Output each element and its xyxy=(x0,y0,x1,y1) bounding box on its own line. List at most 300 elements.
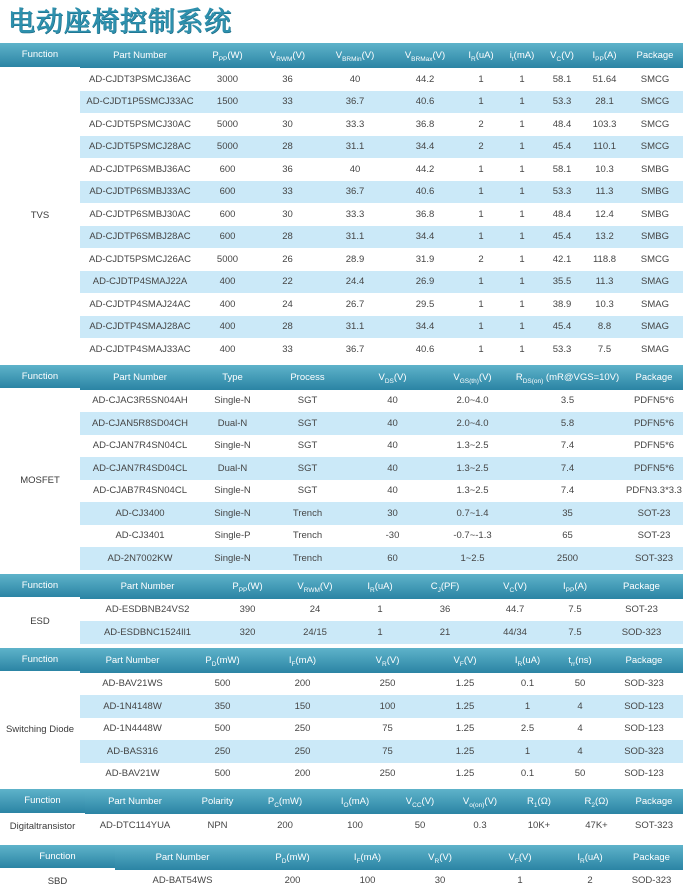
tvs-cell-4-5: 1 xyxy=(478,163,484,175)
switching-diode-column-header-4: $V_R(V)$ xyxy=(345,648,430,673)
tvs-cell-8-7: 42.1 xyxy=(552,253,572,265)
tvs-cell-5-3: 36.7 xyxy=(320,181,390,204)
tvs-cell-9-4: 26.9 xyxy=(390,271,460,294)
switching-diode-row-1 xyxy=(0,695,683,718)
esd-column-header-6: $V_C(V)$ xyxy=(480,574,550,599)
tvs-cell-2-2: 30 xyxy=(282,118,293,130)
tvs-cell-7-9: SMBG xyxy=(627,226,683,249)
tvs-cell-0-2: 36 xyxy=(282,73,293,85)
switching-diode-row-3 xyxy=(0,740,683,763)
switching-diode-cell-4-4: 1.25 xyxy=(455,768,475,780)
tvs-cell-5-0: AD-CJDTP6SMBJ33AC xyxy=(80,181,200,204)
tvs-function-label: TVS xyxy=(0,68,80,361)
switching-diode-cell-0-3: 250 xyxy=(379,678,396,690)
tvs-cell-6-9: SMBG xyxy=(641,208,669,220)
mosfet-cell-7-5: 2500 xyxy=(510,547,625,570)
mosfet-cell-4-4: 1.3~2.5 xyxy=(456,485,489,497)
tvs-cell-10-3: 26.7 xyxy=(345,298,365,310)
mosfet-cell-2-4: 1.3~2.5 xyxy=(456,440,489,452)
tvs-cell-3-9: SMCG xyxy=(627,136,683,159)
tvs-cell-12-1: 400 xyxy=(219,343,236,355)
digitaltransistor-column-header-3: $P_C(mW)$ xyxy=(250,789,320,814)
digitaltransistor-column-header-1: Part Number xyxy=(85,789,185,814)
switching-diode-cell-0-5: 0.1 xyxy=(520,678,535,690)
tvs-cell-11-7: 45.4 xyxy=(542,316,582,339)
tvs-cell-9-7: 35.5 xyxy=(542,271,582,294)
switching-diode-cell-1-5: 1 xyxy=(500,695,555,718)
page-title: 电动座椅控制系统 xyxy=(8,7,232,37)
tvs-column-header-4: $V_{BRMin}(V)$ xyxy=(320,43,390,68)
tvs-cell-5-8: 11.3 xyxy=(582,181,627,204)
switching-diode-cell-4-7: SOD-123 xyxy=(624,768,664,780)
tvs-cell-7-5: 1 xyxy=(460,226,502,249)
tvs-cell-12-6: 1 xyxy=(519,343,525,355)
digitaltransistor-column-header-4: $I_O(mA)$ xyxy=(320,789,390,814)
esd-cell-1-3: 1 xyxy=(350,621,410,644)
tvs-cell-2-6: 1 xyxy=(519,118,525,130)
tvs-cell-12-5: 1 xyxy=(478,343,484,355)
tvs-cell-12-9: SMAG xyxy=(641,343,669,355)
mosfet-cell-2-2: SGT xyxy=(297,440,318,452)
tvs-cell-3-1: 5000 xyxy=(200,136,255,159)
tvs-cell-0-8: 51.64 xyxy=(592,73,617,85)
mosfet-cell-1-1: Dual-N xyxy=(200,412,265,435)
esd-cell-1-4: 21 xyxy=(410,621,480,644)
mosfet-cell-2-3: 40 xyxy=(387,440,398,452)
tvs-cell-8-6: 1 xyxy=(519,253,525,265)
switching-diode-cell-2-3: 75 xyxy=(382,723,393,735)
mosfet-cell-7-4: 1~2.5 xyxy=(435,547,510,570)
mosfet-cell-6-0: AD-CJ3401 xyxy=(115,530,165,542)
tvs-cell-4-7: 58.1 xyxy=(552,163,572,175)
tvs-cell-10-1: 400 xyxy=(219,298,236,310)
tvs-column-header-8: $V_C(V)$ xyxy=(542,43,582,68)
tvs-cell-7-2: 28 xyxy=(255,226,320,249)
switching-diode-cell-1-6: 4 xyxy=(555,695,605,718)
mosfet-column-header-3: Process xyxy=(265,365,350,390)
switching-diode-cell-2-7: SOD-123 xyxy=(624,723,664,735)
tvs-cell-6-7: 48.4 xyxy=(552,208,572,220)
tvs-cell-11-9: SMAG xyxy=(627,316,683,339)
mosfet-column-header-4: $V_{DS}(V)$ xyxy=(350,365,435,390)
tvs-cell-1-5: 1 xyxy=(460,91,502,114)
tvs-cell-6-6: 1 xyxy=(519,208,525,220)
tvs-cell-10-6: 1 xyxy=(519,298,525,310)
digitaltransistor-column-header-8: $R_2(\Omega)$ xyxy=(568,789,625,814)
tvs-column-header-6: $I_R(uA)$ xyxy=(460,43,502,68)
tvs-cell-0-5: 1 xyxy=(478,73,484,85)
mosfet-cell-6-6: SOT-23 xyxy=(637,530,671,542)
tvs-cell-8-0: AD-CJDT5PSMCJ26AC xyxy=(89,253,191,265)
esd-column-header-2: $P_{PP}(W)$ xyxy=(215,574,280,599)
switching-diode-cell-3-7: SOD-323 xyxy=(605,740,683,763)
tvs-cell-5-4: 40.6 xyxy=(390,181,460,204)
esd-header-row xyxy=(0,574,683,599)
tvs-cell-0-3: 40 xyxy=(349,73,361,85)
esd-cell-1-7: SOD-323 xyxy=(600,621,683,644)
switching-diode-cell-1-1: 350 xyxy=(185,695,260,718)
tvs-cell-8-5: 2 xyxy=(478,253,484,265)
mosfet-column-header-2: Type xyxy=(200,365,265,390)
mosfet-column-header-5: $V_{GS(th)}(V)$ xyxy=(435,365,510,390)
tvs-cell-1-2: 33 xyxy=(255,91,320,114)
tvs-cell-2-9: SMCG xyxy=(640,118,670,130)
tvs-column-header-5: $V_{BRMax}(V)$ xyxy=(390,43,460,68)
esd-column-header-4: $I_R(uA)$ xyxy=(350,574,410,599)
tvs-cell-4-3: 40 xyxy=(349,163,361,175)
sbd-cell-0-0: AD-BAT54WS xyxy=(152,875,213,887)
tvs-row-3 xyxy=(0,136,683,159)
switching-diode-column-header-2: $P_D(mW)$ xyxy=(185,648,260,673)
tvs-cell-3-3: 31.1 xyxy=(320,136,390,159)
tvs-cell-4-4: 44.2 xyxy=(415,163,435,175)
tvs-cell-11-3: 31.1 xyxy=(320,316,390,339)
mosfet-column-header-6: $R_{DS(on)}$ (mR@VGS=10V) xyxy=(510,365,625,390)
mosfet-cell-1-4: 2.0~4.0 xyxy=(435,412,510,435)
sbd-table xyxy=(0,845,683,892)
tvs-cell-2-4: 36.8 xyxy=(415,118,435,130)
switching-diode-cell-2-2: 250 xyxy=(294,723,311,735)
tvs-cell-1-9: SMCG xyxy=(627,91,683,114)
tvs-cell-12-2: 33 xyxy=(282,343,293,355)
mosfet-cell-3-1: Dual-N xyxy=(200,457,265,480)
mosfet-cell-3-6: PDFN5*6 xyxy=(625,457,683,480)
digitaltransistor-cell-0-5: 0.3 xyxy=(473,819,487,831)
mosfet-row-2 xyxy=(0,435,683,458)
sbd-column-header-0: Function xyxy=(0,845,115,870)
switching-diode-cell-3-2: 250 xyxy=(260,740,345,763)
tvs-cell-7-1: 600 xyxy=(200,226,255,249)
mosfet-cell-3-2: SGT xyxy=(265,457,350,480)
digitaltransistor-cell-0-4: 50 xyxy=(414,819,426,831)
tvs-cell-6-4: 36.8 xyxy=(415,208,435,220)
esd-column-header-1: Part Number xyxy=(80,574,215,599)
tvs-cell-8-4: 31.9 xyxy=(415,253,435,265)
tvs-cell-11-4: 34.4 xyxy=(390,316,460,339)
tvs-cell-5-7: 53.3 xyxy=(542,181,582,204)
mosfet-cell-0-3: 40 xyxy=(387,395,398,407)
tvs-cell-1-8: 28.1 xyxy=(582,91,627,114)
tvs-cell-4-2: 36 xyxy=(282,163,293,175)
mosfet-cell-2-6: PDFN5*6 xyxy=(633,440,675,452)
switching-diode-cell-1-4: 1.25 xyxy=(430,695,500,718)
switching-diode-cell-1-0: AD-1N4148W xyxy=(80,695,185,718)
tvs-cell-4-9: SMBG xyxy=(641,163,669,175)
tvs-cell-7-3: 31.1 xyxy=(320,226,390,249)
esd-row-0 xyxy=(0,599,683,622)
esd-column-header-7: $I_{PP}(A)$ xyxy=(550,574,600,599)
tvs-cell-7-8: 13.2 xyxy=(582,226,627,249)
digitaltransistor-column-header-2: Polarity xyxy=(185,789,250,814)
mosfet-cell-4-5: 7.4 xyxy=(560,485,575,497)
mosfet-row-4 xyxy=(0,480,683,503)
esd-cell-0-2: 24 xyxy=(309,604,321,616)
mosfet-row-3 xyxy=(0,457,683,480)
mosfet-column-header-0: Function xyxy=(0,365,80,390)
esd-column-header-8: Package xyxy=(600,574,683,599)
mosfet-cell-7-0: AD-2N7002KW xyxy=(80,547,200,570)
esd-column-header-5: $C_J(PF)$ xyxy=(410,574,480,599)
switching-diode-column-header-3: $I_F(mA)$ xyxy=(260,648,345,673)
mosfet-cell-3-3: 40 xyxy=(350,457,435,480)
tvs-cell-6-2: 30 xyxy=(282,208,293,220)
sbd-cell-0-5: 2 xyxy=(587,875,593,887)
mosfet-cell-2-0: AD-CJAN7R4SN04CL xyxy=(92,440,188,452)
mosfet-cell-0-0: AD-CJAC3R5SN04AH xyxy=(92,395,188,407)
tvs-cell-0-4: 44.2 xyxy=(415,73,435,85)
digitaltransistor-column-header-6: $V_{o(on)}(V)$ xyxy=(450,789,510,814)
tvs-cell-0-1: 3000 xyxy=(216,73,239,85)
switching-diode-cell-3-4: 1.25 xyxy=(430,740,500,763)
tvs-row-0 xyxy=(0,68,683,91)
tvs-row-6 xyxy=(0,203,683,226)
switching-diode-cell-4-3: 250 xyxy=(379,768,396,780)
switching-diode-cell-3-6: 4 xyxy=(555,740,605,763)
switching-diode-cell-2-1: 500 xyxy=(214,723,231,735)
tvs-row-4 xyxy=(0,158,683,181)
esd-row-1 xyxy=(0,621,683,644)
mosfet-cell-4-1: Single-N xyxy=(214,485,251,497)
mosfet-row-6 xyxy=(0,525,683,548)
tvs-cell-10-5: 1 xyxy=(478,298,484,310)
switching-diode-row-2 xyxy=(0,718,683,741)
tvs-cell-9-0: AD-CJDTP4SMAJ22A xyxy=(80,271,200,294)
switching-diode-cell-0-2: 200 xyxy=(294,678,311,690)
tvs-cell-9-8: 11.3 xyxy=(582,271,627,294)
switching-diode-header-row xyxy=(0,648,683,673)
esd-cell-0-3: 1 xyxy=(377,604,383,616)
tvs-cell-8-8: 118.8 xyxy=(592,253,617,265)
esd-cell-0-6: 7.5 xyxy=(568,604,582,616)
mosfet-header-row xyxy=(0,365,683,390)
switching-diode-cell-0-4: 1.25 xyxy=(455,678,475,690)
sbd-cell-0-1: 200 xyxy=(284,875,301,887)
esd-cell-1-6: 7.5 xyxy=(550,621,600,644)
tvs-cell-6-0: AD-CJDTP6SMBJ30AC xyxy=(89,208,191,220)
mosfet-cell-0-6: PDFN5*6 xyxy=(633,395,675,407)
tvs-cell-9-5: 1 xyxy=(460,271,502,294)
tvs-table xyxy=(0,43,683,361)
digitaltransistor-function-label: Digitaltransistor xyxy=(0,814,85,837)
tvs-cell-9-2: 22 xyxy=(255,271,320,294)
mosfet-cell-0-1: Single-N xyxy=(214,395,251,407)
sbd-header-row xyxy=(0,845,683,870)
digitaltransistor-table xyxy=(0,789,683,837)
switching-diode-column-header-6: $I_R(uA)$ xyxy=(500,648,555,673)
mosfet-cell-1-0: AD-CJAN5R8SD04CH xyxy=(80,412,200,435)
digitaltransistor-cell-0-3: 100 xyxy=(347,819,363,831)
tvs-column-header-9: $I_{PP}(A)$ xyxy=(582,43,627,68)
mosfet-cell-3-4: 1.3~2.5 xyxy=(435,457,510,480)
tvs-cell-7-7: 45.4 xyxy=(542,226,582,249)
tvs-cell-10-0: AD-CJDTP4SMAJ24AC xyxy=(89,298,191,310)
tvs-cell-3-7: 45.4 xyxy=(542,136,582,159)
sbd-column-header-3: $I_F(mA)$ xyxy=(335,845,400,870)
tvs-cell-8-2: 26 xyxy=(282,253,293,265)
tvs-cell-1-7: 53.3 xyxy=(542,91,582,114)
digitaltransistor-cell-0-6: 10K+ xyxy=(527,819,551,831)
sbd-column-header-6: $I_R(uA)$ xyxy=(560,845,620,870)
mosfet-cell-1-5: 5.8 xyxy=(510,412,625,435)
switching-diode-column-header-5: $V_F(V)$ xyxy=(430,648,500,673)
mosfet-cell-7-3: 60 xyxy=(350,547,435,570)
tvs-cell-1-4: 40.6 xyxy=(390,91,460,114)
switching-diode-column-header-0: Function xyxy=(0,648,80,673)
mosfet-cell-4-6: PDFN3.3*3.3 xyxy=(626,485,682,497)
switching-diode-cell-2-4: 1.25 xyxy=(455,723,475,735)
tvs-cell-11-8: 8.8 xyxy=(582,316,627,339)
switching-diode-cell-3-5: 1 xyxy=(500,740,555,763)
sbd-cell-0-3: 30 xyxy=(434,875,446,887)
tvs-cell-11-0: AD-CJDTP4SMAJ28AC xyxy=(80,316,200,339)
digitaltransistor-cell-0-7: 47K+ xyxy=(585,819,608,831)
mosfet-cell-0-2: SGT xyxy=(297,395,318,407)
esd-cell-1-5: 44/34 xyxy=(480,621,550,644)
mosfet-cell-4-0: AD-CJAB7R4SN04CL xyxy=(93,485,187,497)
tvs-cell-10-4: 29.5 xyxy=(415,298,435,310)
tvs-cell-7-0: AD-CJDTP6SMBJ28AC xyxy=(80,226,200,249)
switching-diode-cell-2-6: 4 xyxy=(577,723,583,735)
switching-diode-cell-3-3: 75 xyxy=(345,740,430,763)
mosfet-cell-0-4: 2.0~4.0 xyxy=(456,395,489,407)
tvs-row-7 xyxy=(0,226,683,249)
mosfet-cell-4-2: SGT xyxy=(297,485,318,497)
esd-column-header-3: $V_{RWM}(V)$ xyxy=(280,574,350,599)
tvs-cell-2-8: 103.3 xyxy=(592,118,617,130)
tvs-cell-11-1: 400 xyxy=(200,316,255,339)
esd-table xyxy=(0,574,683,644)
mosfet-cell-6-3: -30 xyxy=(385,530,400,542)
tvs-row-9 xyxy=(0,271,683,294)
mosfet-cell-2-5: 7.4 xyxy=(560,440,575,452)
switching-diode-cell-1-3: 100 xyxy=(345,695,430,718)
tvs-cell-5-5: 1 xyxy=(460,181,502,204)
switching-diode-cell-0-6: 50 xyxy=(574,678,586,690)
mosfet-function-label: MOSFET xyxy=(0,390,80,570)
esd-cell-0-5: 44.7 xyxy=(505,604,525,616)
esd-column-header-0: Function xyxy=(0,574,80,599)
tvs-cell-6-3: 33.3 xyxy=(345,208,365,220)
switching-diode-table xyxy=(0,648,683,786)
digitaltransistor-cell-0-2: 200 xyxy=(277,819,293,831)
tvs-column-header-0: Function xyxy=(0,43,80,68)
esd-function-label: ESD xyxy=(0,599,80,644)
mosfet-cell-2-1: Single-N xyxy=(214,440,251,452)
tvs-cell-0-7: 58.1 xyxy=(552,73,572,85)
mosfet-cell-1-3: 40 xyxy=(350,412,435,435)
mosfet-column-header-7: Package xyxy=(625,365,683,390)
tvs-cell-0-9: SMCG xyxy=(640,73,670,85)
sbd-row-0 xyxy=(0,870,683,892)
switching-diode-row-4 xyxy=(0,763,683,786)
tvs-cell-8-3: 28.9 xyxy=(345,253,365,265)
mosfet-cell-5-0: AD-CJ3400 xyxy=(80,502,200,525)
tvs-column-header-7: $i_t(mA)$ xyxy=(502,43,542,68)
switching-diode-cell-4-6: 50 xyxy=(574,768,586,780)
mosfet-cell-5-2: Trench xyxy=(265,502,350,525)
tvs-cell-2-7: 48.4 xyxy=(552,118,572,130)
esd-cell-1-1: 320 xyxy=(215,621,280,644)
tvs-cell-4-8: 10.3 xyxy=(595,163,614,175)
switching-diode-cell-0-1: 500 xyxy=(214,678,231,690)
sbd-cell-0-2: 100 xyxy=(359,875,376,887)
digitaltransistor-row-0 xyxy=(0,814,683,837)
tvs-header-row xyxy=(0,43,683,68)
tvs-row-2 xyxy=(0,113,683,136)
sbd-column-header-2: $P_D(mW)$ xyxy=(250,845,335,870)
mosfet-cell-7-1: Single-N xyxy=(200,547,265,570)
tvs-cell-12-8: 7.5 xyxy=(597,343,612,355)
tvs-cell-2-0: AD-CJDT5PSMCJ30AC xyxy=(89,118,191,130)
switching-diode-row-0 xyxy=(0,673,683,696)
tvs-cell-5-9: SMBG xyxy=(627,181,683,204)
switching-diode-cell-4-0: AD-BAV21W xyxy=(105,768,160,780)
switching-diode-column-header-1: Part Number xyxy=(80,648,185,673)
mosfet-cell-6-2: Trench xyxy=(292,530,323,542)
tvs-cell-10-2: 24 xyxy=(282,298,293,310)
tvs-cell-11-2: 28 xyxy=(255,316,320,339)
tvs-row-10 xyxy=(0,293,683,316)
tvs-cell-9-9: SMAG xyxy=(627,271,683,294)
tvs-cell-3-0: AD-CJDT5PSMCJ28AC xyxy=(80,136,200,159)
tvs-cell-2-5: 2 xyxy=(478,118,484,130)
sbd-column-header-4: $V_R(V)$ xyxy=(400,845,480,870)
tvs-cell-9-1: 400 xyxy=(200,271,255,294)
switching-diode-cell-4-2: 200 xyxy=(294,768,311,780)
sbd-column-header-7: Package xyxy=(620,845,683,870)
tvs-cell-0-0: AD-CJDT3PSMCJ36AC xyxy=(89,73,191,85)
digitaltransistor-cell-0-8: SOT-323 xyxy=(634,819,674,831)
mosfet-cell-5-6: SOT-23 xyxy=(625,502,683,525)
mosfet-row-7 xyxy=(0,547,683,570)
mosfet-row-0 xyxy=(0,390,683,413)
tvs-cell-6-8: 12.4 xyxy=(595,208,614,220)
tvs-cell-1-1: 1500 xyxy=(200,91,255,114)
tvs-row-8 xyxy=(0,248,683,271)
tvs-column-header-3: $V_{RWM}(V)$ xyxy=(255,43,320,68)
switching-diode-column-header-7: $t_{rr}(ns)$ xyxy=(555,648,605,673)
tables-container xyxy=(0,43,683,892)
sbd-column-header-1: Part Number xyxy=(115,845,250,870)
mosfet-table xyxy=(0,365,683,570)
switching-diode-cell-0-7: SOD-323 xyxy=(624,678,664,690)
switching-diode-cell-4-5: 0.1 xyxy=(520,768,535,780)
switching-diode-cell-2-5: 2.5 xyxy=(520,723,535,735)
tvs-cell-11-5: 1 xyxy=(460,316,502,339)
tvs-cell-3-4: 34.4 xyxy=(390,136,460,159)
esd-cell-0-7: SOT-23 xyxy=(625,604,658,616)
tvs-cell-6-1: 600 xyxy=(219,208,236,220)
tvs-cell-2-3: 33.3 xyxy=(345,118,365,130)
switching-diode-cell-3-1: 250 xyxy=(185,740,260,763)
tvs-row-11 xyxy=(0,316,683,339)
tvs-cell-1-6: 1 xyxy=(502,91,542,114)
tvs-cell-1-0: AD-CJDT1P5SMCJ33AC xyxy=(80,91,200,114)
digitaltransistor-cell-0-1: NPN xyxy=(207,819,228,831)
digitaltransistor-column-header-5: $V_{CC}(V)$ xyxy=(390,789,450,814)
mosfet-cell-1-2: SGT xyxy=(265,412,350,435)
tvs-cell-2-1: 5000 xyxy=(216,118,239,130)
mosfet-row-1 xyxy=(0,412,683,435)
tvs-column-header-2: $P_{PP}(W)$ xyxy=(200,43,255,68)
tvs-cell-8-9: SMCG xyxy=(640,253,670,265)
tvs-cell-5-6: 1 xyxy=(502,181,542,204)
tvs-cell-10-8: 10.3 xyxy=(595,298,614,310)
sbd-cell-0-4: 1 xyxy=(517,875,523,887)
tvs-cell-10-7: 38.9 xyxy=(552,298,572,310)
tvs-cell-5-2: 33 xyxy=(255,181,320,204)
tvs-cell-12-0: AD-CJDTP4SMAJ33AC xyxy=(89,343,191,355)
